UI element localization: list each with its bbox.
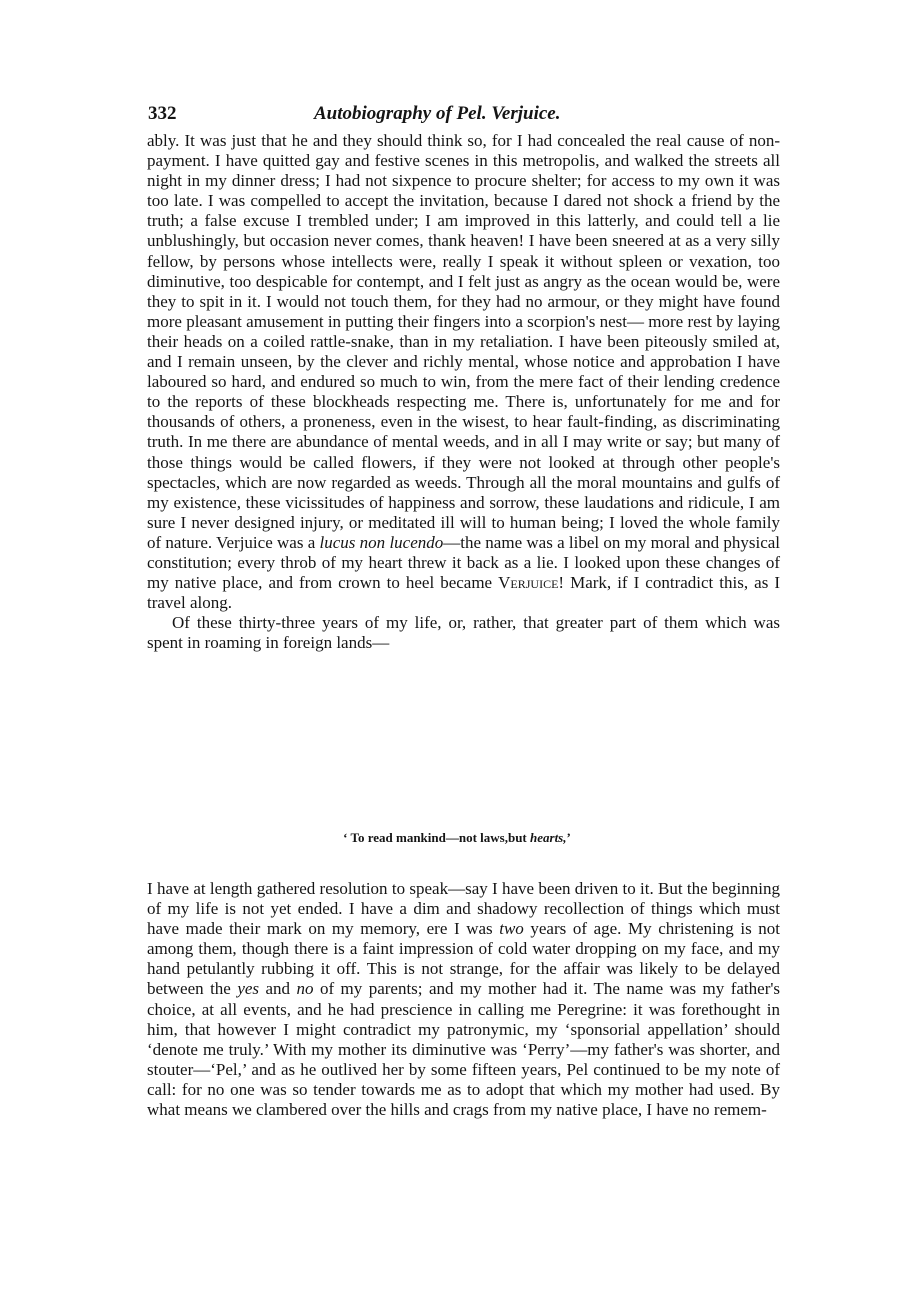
paragraph-1-text-b: —the name was a libel on my moral and physical constitution; every throb of my heart threw it back as a lie. I looked upon these changes of my native place, and from crown to heel became [147, 532, 781, 593]
quotation-line [0, 830, 914, 846]
paragraph-3-text-d: of my parents; and my mother had it. The name was my father's choice, at all events, and he had prescience in calling me Peregrine: it was forethought in him, that however I might contradict my patronymic, my ‘sponsorial appellation’ should ‘denote me truly.’ With my mother its diminutive was ‘Perry’—my father's was shorter, and stouter—‘Pel,’ and as he outlived her by some fifteen years, Pel continued to be my note of call: for no one was so tender towards me as to adopt that which my mother had used. By what means we clambered over the hills and crags from my native place, I have no remem- [147, 979, 781, 1120]
body-text-upper [147, 131, 780, 653]
italic-two: two [499, 919, 524, 939]
quotation-closing-mark: ’ [566, 830, 571, 845]
paragraph-2: Of these thirty-three years of my life, or, rather, that greater part of them which was spent in roaming in foreign lands— [147, 613, 780, 653]
paragraph-3 [147, 879, 780, 1120]
body-text-lower [147, 879, 780, 1120]
paragraph-3-text-a: I have at length gathered resolution to speak—say I have been driven to it. But the beginning of my life is not yet ended. I have a dim and shadowy recollection of things which must have made their mark on my memory, ere I was [147, 879, 780, 939]
verjuice-name: Verjuice [498, 573, 559, 593]
running-title: Autobiography of Pel. Verjuice. [314, 103, 561, 124]
latin-phrase: lucus non lucendo [319, 532, 444, 552]
italic-no: no [296, 979, 314, 999]
quotation-italic-word: hearts, [530, 830, 567, 845]
paragraph-3-text-c: and [265, 979, 291, 999]
paragraph-1-text-c: ! Mark, if I contradict this, as I travel along. [147, 573, 780, 613]
paragraph-3-text-b: years of age. My christening is not among them, though there is a faint impression of cold water dropping on my face, and my hand petulantly rubbing it off. This is not strange, for the affair was likely to be delayed between the [147, 919, 780, 999]
italic-yes: yes [237, 979, 260, 999]
paragraph-1-text-a: ably. It was just that he and they should think so, for I had concealed the real cause of non-payment. I have quitted gay and festive scenes in this metropolis, and walked the streets all night in my dinner dress; I had not sixpence to procure shelter; for access to my own it was too late. I was compelled to accept the invitation, because I dared not shock a friend by the truth; a false excuse I trembled under; I am improved in this latterly, and could tell a lie unblushingly, but occasion never comes, thank heaven! I have been sneered at as a very silly fellow, by persons whose intellects were, really I speak it without spleen or vexation, too diminutive, too despicable for contempt, and I felt just as angry as the ocean would be, were they to spit in it. I would not touch them, for they had no armour, or they might have found more pleasant amusement in putting their fingers into a scorpion's nest— more rest by laying their heads on a coiled rattle-snake, than in my retaliation. I have been piteously smiled at, and I remain unseen, by the clever and richly mental, whose notice and approbation I have laboured so hard, and endured so much to win, from the mere fact of their lending credence to the reports of these blockheads respecting me. There is, unfortunately for me and for thousands of others, a proneness, even in the wisest, to hear fault-finding, as discriminating truth. In me there are abundance of mental weeds, and in all I may write or say; but many of those things would be called flowers, if they were not looked at through other people's spectacles, which are now regarded as weeds. Through all the moral mountains and gulfs of my existence, these vicissitudes of happiness and sorrow, these laudations and ridicule, I am sure I never designed injury, or meditated ill will to human being; I loved the whole family of nature. Verjuice was a [147, 131, 780, 552]
quotation-text: ‘ To read mankind—not laws,but [343, 830, 527, 845]
paragraph-1 [147, 131, 780, 613]
page-header [148, 103, 780, 131]
page-number: 332 [148, 103, 177, 124]
